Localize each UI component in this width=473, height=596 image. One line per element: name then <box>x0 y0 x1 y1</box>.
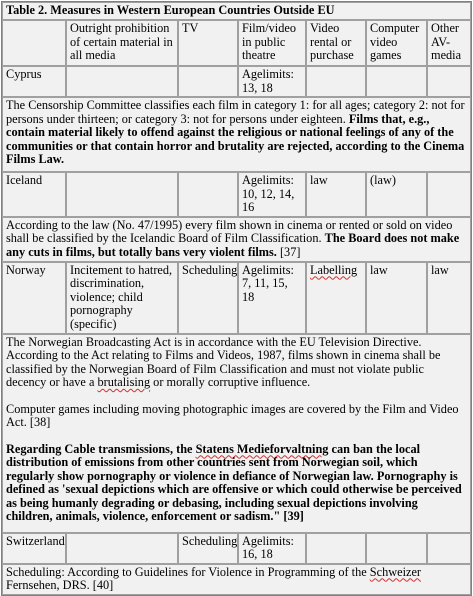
norway-note-paragraph-1 <box>6 336 467 390</box>
header-games: Computer video games <box>366 20 427 66</box>
measures-table <box>1 1 472 596</box>
norway-note3-text: Regarding Cable transmissions, the <box>6 441 196 456</box>
cyprus-note-bold: Films that, e.g., contain material likely to offend against the religious or national feelings of any of the communities or that contain horror and brutality are rejected, according to the Cinema Films Law. <box>6 111 465 166</box>
iceland-video: law <box>306 172 366 217</box>
cyprus-games <box>366 66 427 97</box>
cyprus-video <box>306 66 366 97</box>
iceland-games: (law) <box>366 172 427 217</box>
header-other: Other AV-media <box>427 20 471 66</box>
norway-tv: Scheduling <box>178 262 238 334</box>
switzerland-note-text: Scheduling: According to Guidelines for Violence in Programming of the <box>6 564 370 579</box>
norway-note-paragraph-3 <box>6 443 467 524</box>
iceland-note-ref: [37] <box>276 244 301 259</box>
switzerland-prohibition <box>66 533 178 564</box>
switzerland-games <box>366 533 427 564</box>
row-norway <box>2 262 471 334</box>
iceland-note <box>2 217 471 262</box>
country-switzerland: Switzerland <box>2 533 66 564</box>
country-iceland: Iceland <box>2 172 66 217</box>
iceland-note-bold: The Board does not make any cuts in films, but totally bans very violent films. <box>6 231 460 259</box>
header-film: Film/video in public theatre <box>238 20 306 66</box>
switzerland-other <box>427 533 471 564</box>
norway-note3-word: Statens Medieforvaltning <box>195 441 329 456</box>
switzerland-tv: Scheduling <box>178 533 238 564</box>
cyprus-other <box>427 66 471 97</box>
switzerland-note-word: Schweizer <box>369 564 421 579</box>
country-norway: Norway <box>2 262 66 334</box>
row-iceland-note <box>2 217 471 262</box>
switzerland-film: Agelimits: 16, 18 <box>238 533 306 564</box>
iceland-prohibition <box>66 172 178 217</box>
norway-note-paragraph-2: Computer games including moving photographic images are covered by the Film and Video Act. [38] <box>6 401 459 429</box>
norway-note1-text-end: or morally corruptive influence. <box>150 375 311 389</box>
iceland-film: Agelimits: 10, 12, 14, 16 <box>238 172 306 217</box>
row-cyprus-note <box>2 97 471 172</box>
norway-note3-ref: [39] <box>280 509 304 523</box>
cyprus-note-text: The Censorship Committee classifies each film in category 1: for all ages; category 2: not for persons under thirteen; or category 3: not for persons under eighteen. <box>6 98 465 126</box>
cyprus-note <box>2 97 471 172</box>
norway-other: law <box>427 262 471 334</box>
row-norway-note <box>2 334 471 533</box>
iceland-note-text: According to the law (No. 47/1995) every film shown in cinema or rented or sold on video shall be classified by the Icelandic Board of Film Classification. <box>6 217 453 245</box>
switzerland-note-text-end: Fernsehen, DRS. [40] <box>6 578 114 592</box>
row-iceland <box>2 172 471 217</box>
row-cyprus <box>2 66 471 97</box>
header-video: Video rental or purchase <box>306 20 366 66</box>
switzerland-video <box>306 533 366 564</box>
iceland-other <box>427 172 471 217</box>
norway-note1-word: brutalising <box>97 375 151 389</box>
iceland-tv <box>178 172 238 217</box>
row-switzerland <box>2 533 471 564</box>
header-row <box>2 20 471 66</box>
norway-games: law <box>366 262 427 334</box>
norway-note1-text: The Norwegian Broadcasting Act is in accordance with the EU Television Directive. According to the Act relating to Films and Videos, 1987, films shown in cinema shall be classified by the Norwegian Board of Film Classification and must not violate public decency or have a <box>6 334 441 389</box>
header-prohibition: Outright prohibition of certain material in all media <box>66 20 178 66</box>
norway-video <box>306 262 366 334</box>
header-tv: TV <box>178 20 238 66</box>
switzerland-note <box>2 564 471 595</box>
norway-film: Agelimits: 7, 11, 15, 18 <box>238 262 306 334</box>
norway-note3-text-end: can ban the local distribution of emissions from other countries sent from Norwegian soil, which regularly show pornography or violence in defiance of Norwegian law. Pornography is defined as 'sexual depictions which are offensive or which could otherwise be perceived as being humanly degrading or debasing, including sexual depictions involving children, animals, violence, enforcement or sadism." <box>6 441 462 523</box>
cyprus-prohibition <box>66 66 178 97</box>
norway-note <box>2 334 471 533</box>
header-blank <box>2 20 66 66</box>
row-switzerland-note <box>2 564 471 595</box>
norway-labelling: Labelling <box>310 262 358 277</box>
norway-prohibition: Incitement to hatred, discrimination, violence; child pornography (specific) <box>66 262 178 334</box>
country-cyprus: Cyprus <box>2 66 66 97</box>
cyprus-tv <box>178 66 238 97</box>
table-title-row <box>2 2 471 20</box>
cyprus-film: Agelimits: 13, 18 <box>238 66 306 97</box>
table-title: Table 2. Measures in Western European Countries Outside EU <box>2 2 471 20</box>
